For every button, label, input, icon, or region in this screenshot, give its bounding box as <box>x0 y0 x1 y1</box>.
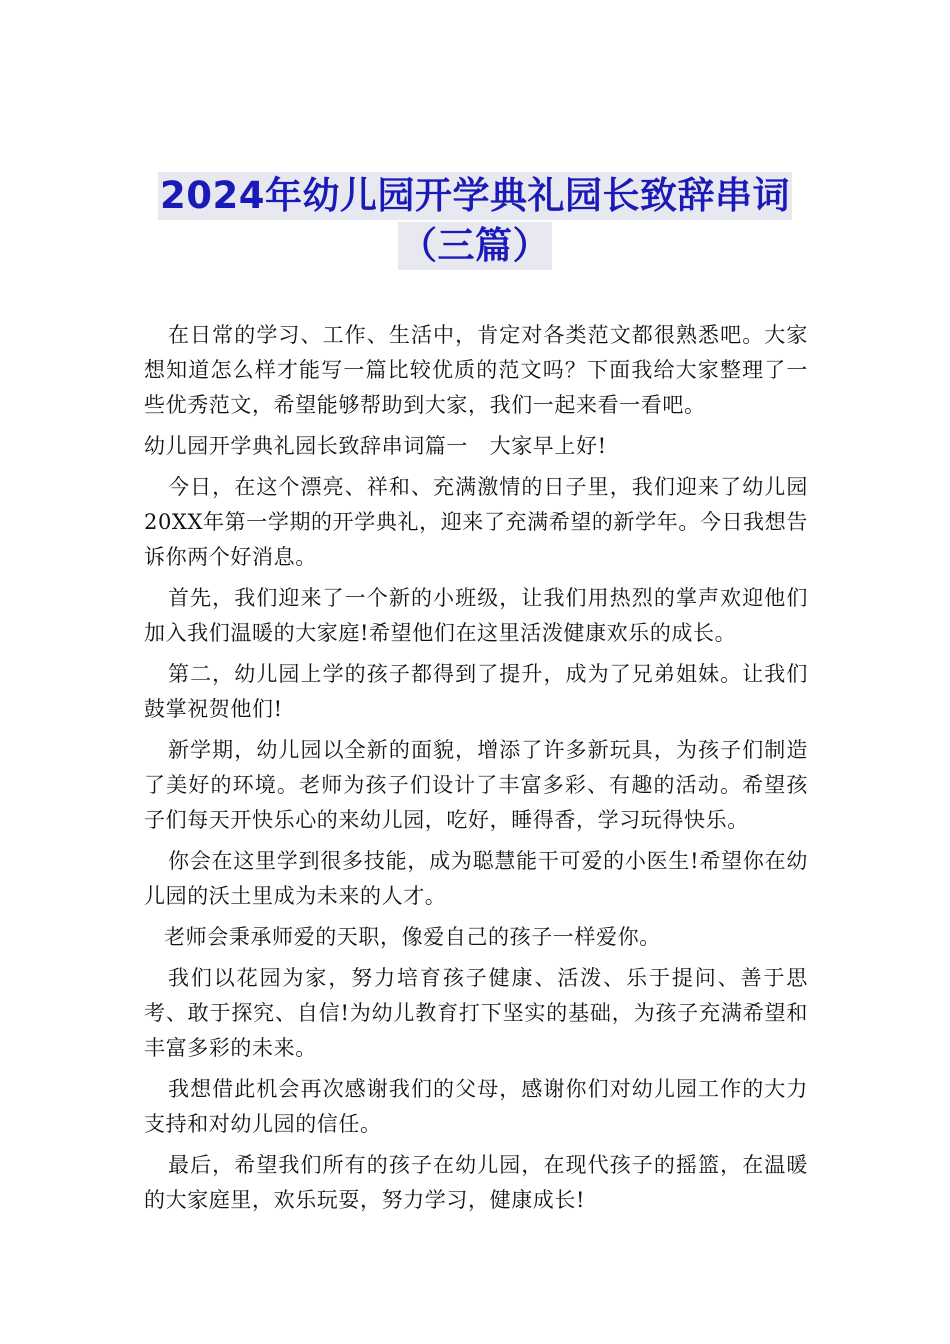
paragraph: 你会在这里学到很多技能，成为聪慧能干可爱的小医生!希望你在幼儿园的沃土里成为未来的人才。 <box>144 849 808 908</box>
document-body <box>144 318 808 1224</box>
title-line-1: 2024年幼儿园开学典礼园长致辞串词 <box>158 172 792 220</box>
paragraph-section-heading: 幼儿园开学典礼园长致辞串词篇一 大家早上好! <box>144 434 607 458</box>
paragraph: 我想借此机会再次感谢我们的父母，感谢你们对幼儿园工作的大力支持和对幼儿园的信任。 <box>144 1077 808 1136</box>
paragraph: 我们以花园为家，努力培育孩子健康、活泼、乐于提问、善于思考、敢于探究、自信!为幼儿教育打下坚实的基础，为孩子充满希望和丰富多彩的未来。 <box>144 966 808 1060</box>
paragraph: 第二，幼儿园上学的孩子都得到了提升，成为了兄弟姐妹。让我们鼓掌祝贺他们! <box>144 662 808 721</box>
document-title <box>0 172 950 272</box>
paragraph: 首先，我们迎来了一个新的小班级，让我们用热烈的掌声欢迎他们加入我们温暖的大家庭!希望他们在这里活泼健康欢乐的成长。 <box>144 586 808 645</box>
paragraph-intro: 在日常的学习、工作、生活中，肯定对各类范文都很熟悉吧。大家想知道怎么样才能写一篇比较优质的范文吗？下面我给大家整理了一些优秀范文，希望能够帮助到大家，我们一起来看一看吧。 <box>144 323 808 417</box>
paragraph: 新学期，幼儿园以全新的面貌，增添了许多新玩具，为孩子们制造了美好的环境。老师为孩子们设计了丰富多彩、有趣的活动。希望孩子们每天开快乐心的来幼儿园，吃好，睡得香，学习玩得快乐。 <box>144 738 808 832</box>
paragraph: 最后，希望我们所有的孩子在幼儿园，在现代孩子的摇篮，在温暖的大家庭里，欢乐玩耍，努力学习，健康成长! <box>144 1153 808 1212</box>
paragraph: 老师会秉承师爱的天职，像爱自己的孩子一样爱你。 <box>164 925 661 949</box>
paragraph: 今日，在这个漂亮、祥和、充满激情的日子里，我们迎来了幼儿园20XX年第一学期的开学典礼，迎来了充满希望的新学年。今日我想告诉你两个好消息。 <box>144 475 808 569</box>
title-line-2: （三篇） <box>398 222 552 270</box>
